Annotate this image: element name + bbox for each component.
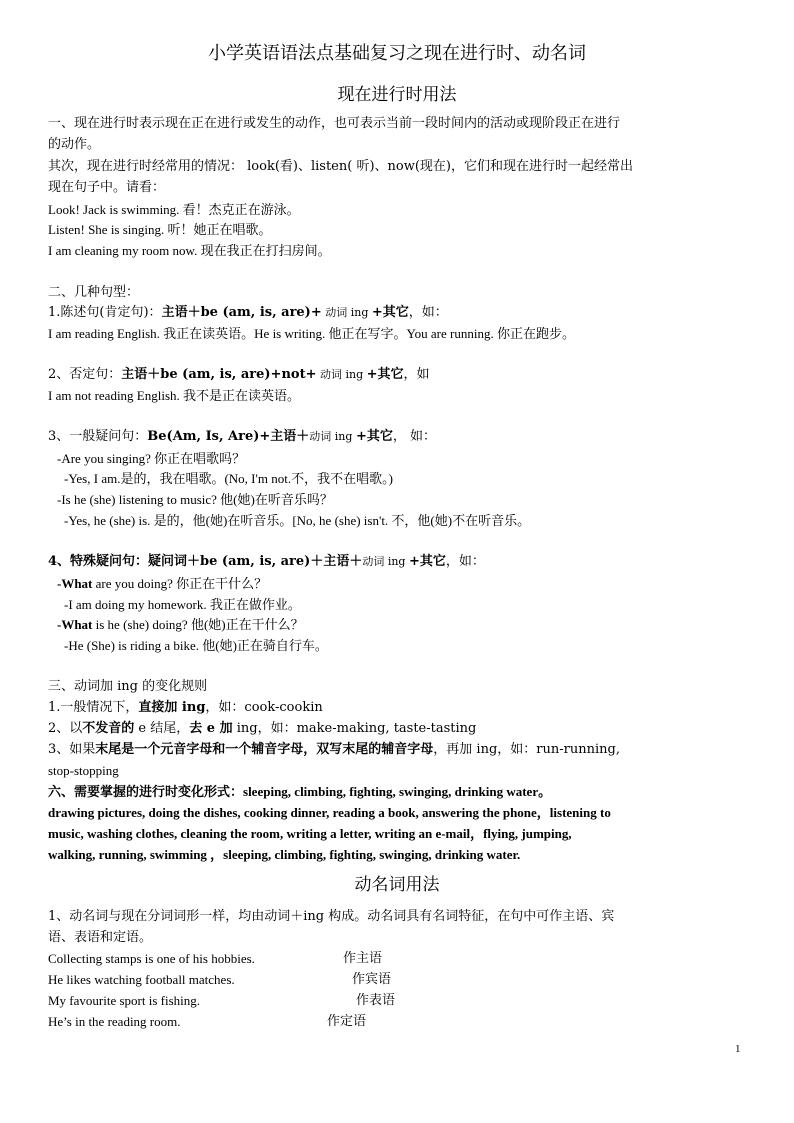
paragraph-definition-line2: 的动作。 <box>48 137 101 152</box>
pattern-negative <box>48 365 430 385</box>
pattern-formula: Be(Am, Is, Are)+主语＋ <box>147 429 310 444</box>
heading-gerund: 动名词用法 <box>354 875 440 895</box>
pattern-other: +其它 <box>355 429 393 444</box>
example-sentence: I am not reading English. 我不是正在读英语。 <box>48 388 301 403</box>
pattern-other: +其它 <box>366 367 404 382</box>
rule-key: 直接加 ing <box>138 700 206 715</box>
progressive-forms-line2: drawing pictures, doing the dishes, cooking dinner, reading a book, answering the phone，listening to <box>48 805 611 820</box>
rule-label: 2、以 <box>48 721 83 736</box>
example-answer: -Yes, he (she) is. 是的，他(她)在听音乐。[No, he (she) isn't. 不，他(她)不在听音乐。 <box>64 513 531 528</box>
rule-text: e 结尾， <box>134 721 190 736</box>
pattern-yes-no-question <box>48 427 436 447</box>
gerund-example-role: 作表语 <box>356 993 396 1008</box>
pattern-label: 1.陈述句(肯定句)： <box>48 305 162 320</box>
rule-label: 3、如果 <box>48 742 96 757</box>
pattern-wh-question <box>48 552 485 572</box>
gerund-example-sentence: He’s in the reading room. <box>48 1014 181 1029</box>
gerund-example-sentence: He likes watching football matches. <box>48 972 235 987</box>
example-question: -Are you singing? 你正在唱歌吗？ <box>57 451 246 466</box>
section-heading-ing-rules: 三、动词加 ing 的变化规则 <box>48 679 208 694</box>
example-question: -Is he (she) listening to music? 他(她)在听音乐吗？ <box>57 492 333 507</box>
ing-rule-3-continued: stop-stopping <box>48 763 119 778</box>
pattern-verb-ing: 动词 ing <box>321 306 372 319</box>
pattern-tail: ， 如： <box>392 429 436 444</box>
pattern-other: +其它 <box>408 554 446 569</box>
document-title: 小学英语语法点基础复习之现在进行时、动名词 <box>208 43 586 64</box>
ing-rule-3 <box>48 740 620 760</box>
heading-progressive: 现在进行时用法 <box>337 85 457 105</box>
pattern-other: +其它 <box>371 305 409 320</box>
ing-rule-2 <box>48 719 476 739</box>
rule-key: 去 e 加 <box>189 721 233 736</box>
wh-word: -What <box>57 576 93 591</box>
rule-label: 1.一般情况下， <box>48 700 139 715</box>
gerund-example-role: 作宾语 <box>352 972 392 987</box>
pattern-tail: ，如： <box>445 554 485 569</box>
rule-key: 不发音的 <box>82 721 135 736</box>
section-heading-forms: 六、需要掌握的进行时变化形式： <box>48 785 244 800</box>
example-sentence: I am reading English. 我正在读英语。He is writing. 他正在写字。You are running. 你正在跑步。 <box>48 326 575 341</box>
gerund-definition-line1: 1、动名词与现在分词词形一样，均由动词＋ing 构成。动名词具有名词特征，在句中可作主语、宾 <box>48 909 615 924</box>
ing-rule-1 <box>48 698 323 718</box>
example-question <box>57 615 304 635</box>
pattern-verb-ing: 动词 ing <box>309 430 356 443</box>
progressive-forms-line3: music, washing clothes, cleaning the room, writing a letter, writing an e-mail，flying, jumping, <box>48 826 572 841</box>
pattern-label: 2、否定句： <box>48 367 122 382</box>
pattern-formula: 主语＋be (am, is, are)+ <box>161 305 322 320</box>
pattern-formula: 4、特殊疑问句：疑问词＋be (am, is, are)＋主语＋ <box>48 554 363 569</box>
example-sentence: I am cleaning my room now. 现在我正在打扫房间。 <box>48 243 331 258</box>
pattern-tail: ，如： <box>408 305 448 320</box>
pattern-affirmative <box>48 303 448 323</box>
wh-word: -What <box>57 617 93 632</box>
gerund-example-sentence: Collecting stamps is one of his hobbies. <box>48 951 255 966</box>
example-answer: -He (She) is riding a bike. 他(她)正在骑自行车。 <box>64 638 328 653</box>
gerund-example-role: 作定语 <box>327 1014 367 1029</box>
gerund-definition-line2: 语、表语和定语。 <box>48 930 153 945</box>
progressive-forms-line1 <box>48 782 551 803</box>
gerund-example-role: 作主语 <box>343 951 383 966</box>
example-sentence: Listen! She is singing. 听！她正在唱歌。 <box>48 222 272 237</box>
rule-example: ，再加 ing，如：run-running, <box>433 742 620 757</box>
forms-list: sleeping, climbing, fighting, swinging, drinking water。 <box>243 784 552 799</box>
paragraph-usage-line1: 其次，现在进行时经常用的情况： look(看)、listen( 听)、now(现在)，它们和现在进行时一起经常出 <box>48 159 633 174</box>
question-rest: is he (she) doing? 他(她)正在干什么？ <box>92 617 304 632</box>
gerund-example-sentence: My favourite sport is fishing. <box>48 993 201 1008</box>
pattern-label: 3、一般疑问句： <box>48 429 148 444</box>
pattern-verb-ing: 动词 ing <box>362 555 409 568</box>
rule-example: ing，如：make-making, taste-tasting <box>232 721 477 736</box>
rule-example: ，如：cook-cookin <box>205 700 323 715</box>
paragraph-definition-line1: 一、现在进行时表示现在正在进行或发生的动作，也可表示当前一段时间内的活动或现阶段正在进行 <box>48 116 621 131</box>
rule-key: 末尾是一个元音字母和一个辅音字母，双写末尾的辅音字母 <box>95 742 434 757</box>
example-sentence: Look! Jack is swimming. 看！杰克正在游泳。 <box>48 202 300 217</box>
pattern-formula: 主语＋be (am, is, are)+not+ <box>121 367 317 382</box>
question-rest: are you doing? 你正在干什么？ <box>92 576 268 591</box>
page-number: 1 <box>735 1043 741 1055</box>
example-answer: -I am doing my homework. 我正在做作业。 <box>64 597 301 612</box>
example-question <box>57 574 267 594</box>
pattern-verb-ing: 动词 ing <box>316 368 367 381</box>
paragraph-usage-line2: 现在句子中。请看： <box>48 180 166 195</box>
example-answer: -Yes, I am.是的，我在唱歌。(No, I'm not.不，我不在唱歌。) <box>64 471 393 486</box>
section-heading-patterns: 二、几种句型： <box>48 285 140 300</box>
progressive-forms-line4: walking, running, swimming ，sleeping, climbing, fighting, swinging, drinking water. <box>48 847 521 862</box>
pattern-tail: ，如 <box>403 367 430 382</box>
